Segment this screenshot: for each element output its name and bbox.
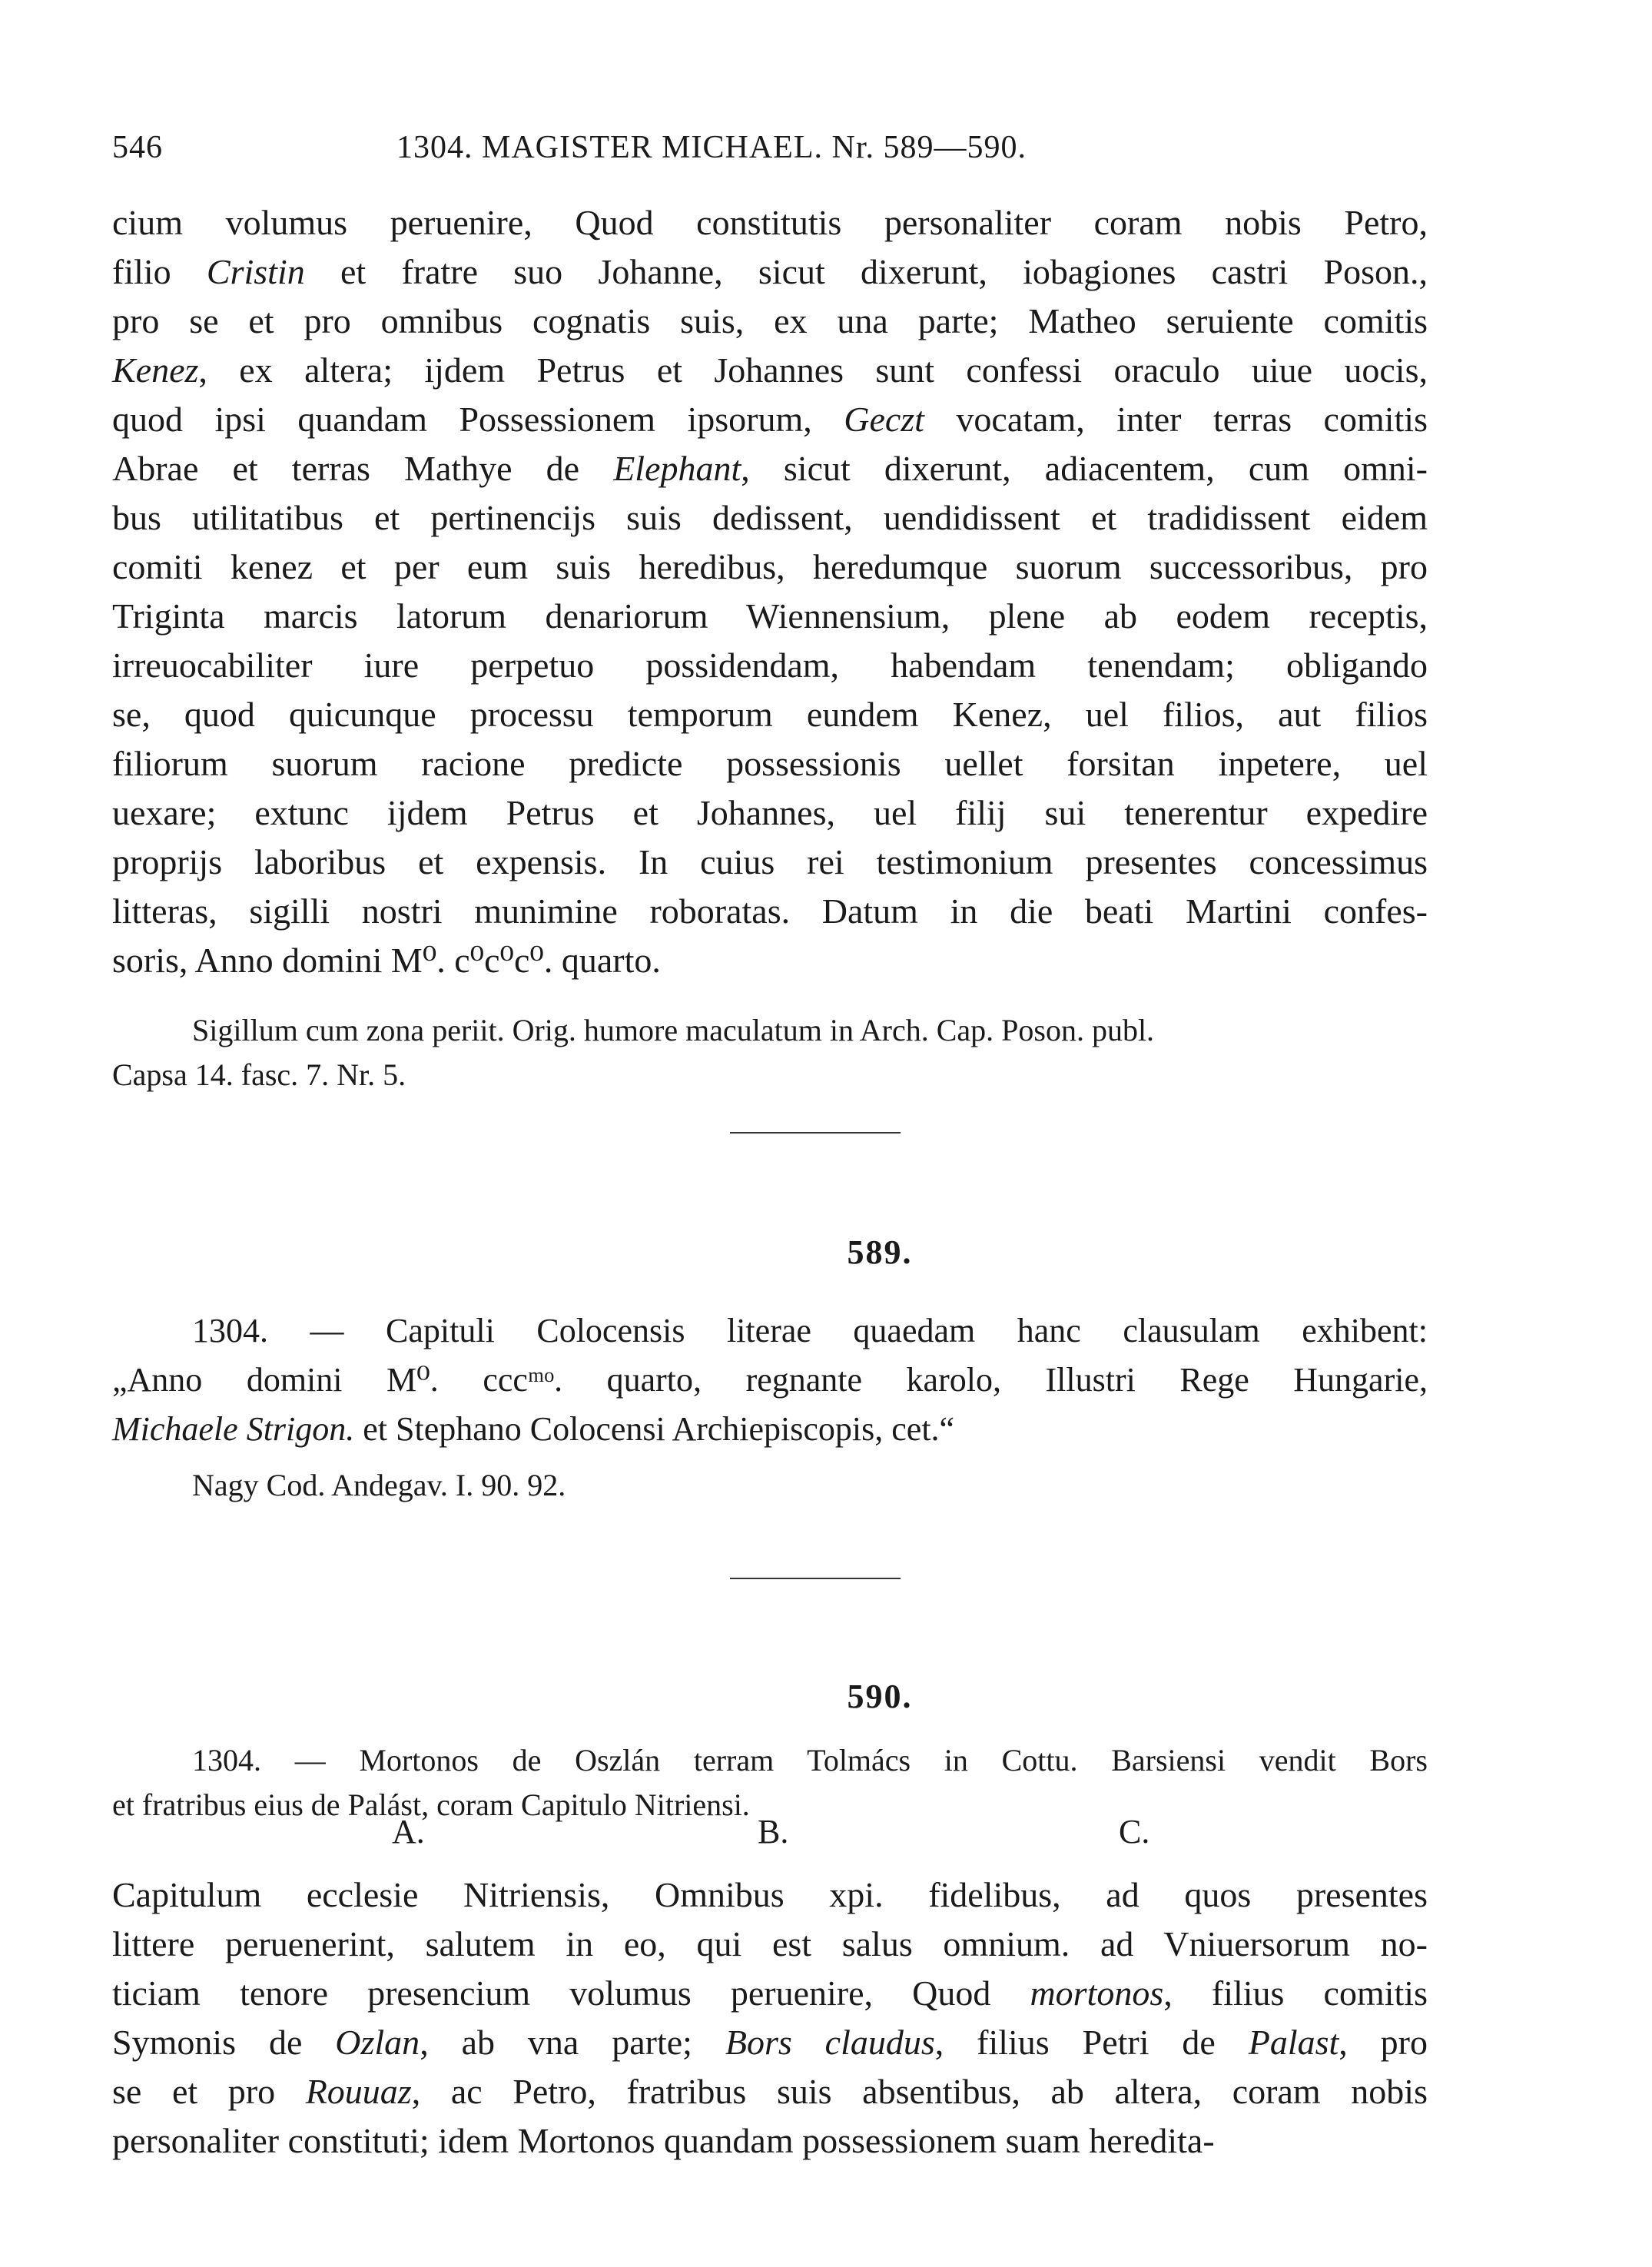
text-line: Capsa 14. fasc. 7. Nr. 5. <box>112 1057 406 1092</box>
text-line: irreuocabiliter iure perpetuo possidendam, habendam tenendam; obligando <box>112 646 1428 685</box>
text-line: Kenez, ex altera; ijdem Petrus et Johannes sunt confessi oraculo uiue uocis, <box>112 350 1428 390</box>
italic-name: Ozlan <box>335 2023 420 2062</box>
text-line: Sigillum cum zona periit. Orig. humore maculatum in Arch. Cap. Poson. publ. <box>192 1013 1155 1047</box>
text-line: Abrae et terras Mathye de Elephant, sicut dixerunt, adiacentem, cum omni- <box>112 449 1428 488</box>
text-line: 1304. — Capituli Colocensis literae quaedam hanc clausulam exhibent: <box>192 1312 1428 1349</box>
document-number-589: 589. <box>847 1233 913 1271</box>
text-line: Triginta marcis latorum denariorum Wiennensium, plene ab eodem receptis, <box>112 596 1428 636</box>
text-line: 1304. — Mortonos de Oszlán terram Tolmács in Cottu. Barsiensi vendit Bors <box>192 1743 1428 1777</box>
section-divider <box>730 1132 901 1134</box>
running-title: 1304. MAGISTER MICHAEL. Nr. 589—590. <box>396 130 1027 165</box>
text-line: bus utilitatibus et pertinencijs suis dedissent, uendidissent et tradidissent eidem <box>112 498 1428 537</box>
version-c: C. <box>1119 1813 1150 1850</box>
document-588-text <box>112 198 1428 985</box>
text-line: Michaele Strigon. et Stephano Colocensi Archiepiscopis, cet.“ <box>112 1410 955 1448</box>
text-line: ticiam tenore presencium volumus peruenire, Quod mortonos, filius comitis <box>112 1973 1428 2013</box>
text-line: Capitulum ecclesie Nitriensis, Omnibus xpi. fidelibus, ad quos presentes <box>112 1875 1428 1914</box>
document-589-source: Nagy Cod. Andegav. I. 90. 92. <box>192 1468 566 1502</box>
italic-name: Kenez <box>112 350 199 390</box>
text-line: littere peruenerint, salutem in eo, qui est salus omnium. ad Vniuersorum no- <box>112 1924 1428 1963</box>
text-line: se et pro Rouuaz, ac Petro, fratribus suis absentibus, ab altera, coram nobis <box>112 2072 1428 2111</box>
text-line: personaliter constituti; idem Mortonos quandam possessionem suam heredita- <box>112 2121 1215 2160</box>
document-number-590: 590. <box>847 1678 913 1715</box>
page-number: 546 <box>112 130 163 165</box>
text-line: litteras, sigilli nostri munimine roboratas. Datum in die beati Martini confes- <box>112 891 1428 931</box>
text-line: soris, Anno domini M⁰. c⁰c⁰c⁰. quarto. <box>112 941 661 980</box>
text-line: et fratribus eius de Palást, coram Capitulo Nitriensi. <box>112 1787 750 1822</box>
text-line: Symonis de Ozlan, ab vna parte; Bors claudus, filius Petri de Palast, pro <box>112 2023 1428 2062</box>
italic-name: Bors claudus <box>725 2023 935 2062</box>
version-labels <box>0 1812 1652 1858</box>
version-b: B. <box>758 1813 789 1850</box>
italic-name: Geczt <box>844 400 924 439</box>
text-line: se, quod quicunque processu temporum eundem Kenez, uel filios, aut filios <box>112 695 1428 734</box>
page-header <box>112 129 1418 175</box>
text-line: „Anno domini M⁰. cccᵐᵒ. quarto, regnante karolo, Illustri Rege Hungarie, <box>112 1361 1428 1399</box>
text-line: filiorum suorum racione predicte possessionis uellet forsitan inpetere, uel <box>112 744 1428 783</box>
italic-name: Palast <box>1248 2023 1339 2062</box>
italic-name: Elephant <box>613 449 741 488</box>
italic-name: mortonos <box>1030 1973 1164 2013</box>
text-line: uexare; extunc ijdem Petrus et Johannes, uel filij sui tenerentur expedire <box>112 793 1428 832</box>
section-divider <box>730 1578 901 1579</box>
text-line: quod ipsi quandam Possessionem ipsorum, Geczt vocatam, inter terras comitis <box>112 400 1428 439</box>
text-line: proprijs laboribus et expensis. In cuius rei testimonium presentes concessimus <box>112 842 1428 881</box>
text-line: cium volumus peruenire, Quod constitutis personaliter coram nobis Petro, <box>112 203 1428 242</box>
document-589-text <box>112 1306 1428 1454</box>
italic-name: Rouuaz <box>305 2072 412 2111</box>
text-line: pro se et pro omnibus cognatis suis, ex una parte; Matheo seruiente comitis <box>112 301 1428 340</box>
text-line: filio Cristin et fratre suo Johanne, sicut dixerunt, iobagiones castri Poson., <box>112 252 1428 291</box>
version-a: A. <box>392 1813 425 1850</box>
document-588-source-note <box>112 1008 1428 1097</box>
document-590-text <box>112 1870 1428 2166</box>
italic-name: Cristin <box>206 252 305 291</box>
text-line: comiti kenez et per eum suis heredibus, heredumque suorum successoribus, pro <box>112 547 1428 586</box>
italic-name: Michaele Strigon. <box>112 1410 355 1448</box>
